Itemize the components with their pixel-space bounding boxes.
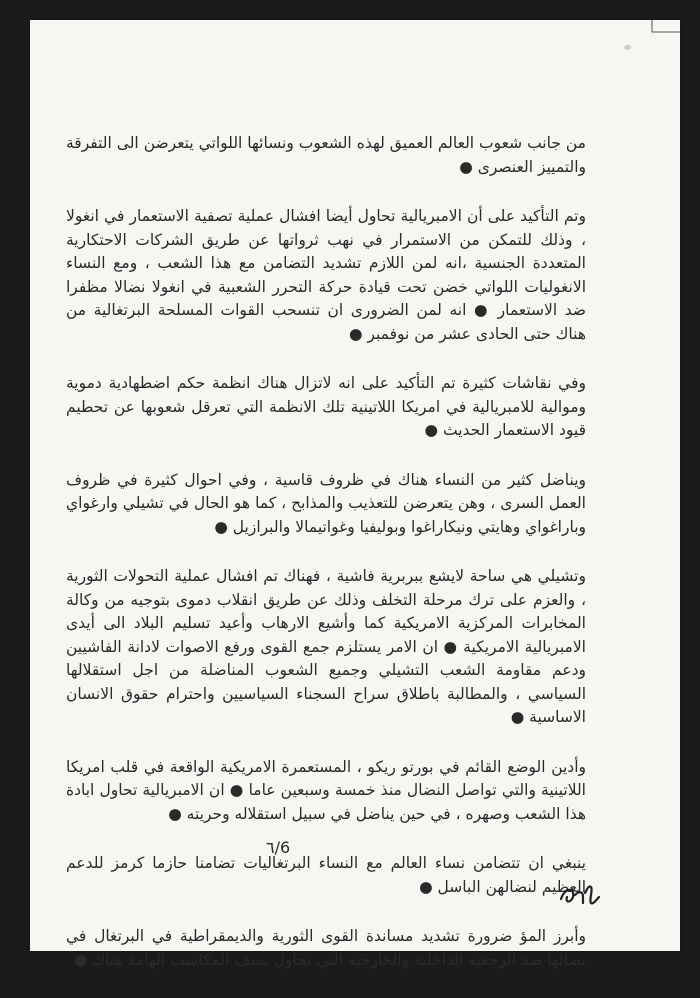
paragraph-4: ويناضل كثير من النساء هناك في ظروف قاسية ، وفي احوال كثيرة في ظروف العمل السرى ، وهن يتعرضن للتعذيب والمذابح ، كما هو الحال في تشيلي وارغواي وباراغواي وهايتي ونيكاراغوا وبوليفيا وغواتيمالا والبرازيل ● <box>66 470 586 536</box>
paragraph-1: من جانب شعوب العالم العميق لهذه الشعوب ونسائها اللواتي يتعرضن الى التفرقة والتمييز العنصرى ● <box>66 134 586 176</box>
handwritten-initials <box>555 873 603 913</box>
paragraph-6: وأدين الوضع القائم في بورتو ريكو ، المستعمرة الامريكية الواقعة في قلب امريكا اللاتينية والتي تواصل النضال منذ خمسة وسبعين عاما ● ان الامبريالية تحاول ابادة هذا الشعب وصهره ، في حين يناضل في سبيل استقلاله وحريته ● <box>66 757 586 823</box>
paragraph-7: ينبغي ان تتضامن نساء العالم مع النساء البرتغاليات تضامنا حازما كرمز للدعم العظيم لنضالهن الباسل ● <box>66 854 586 896</box>
paragraph-3: وفي نقاشات كثيرة تم التأكيد على انه لاتزال هناك انظمة حكم اضطهادية دموية وموالية للامبريالية في امريكا اللاتينية تلك الانظمة التي تعرقل شعوبها عن تحطيم قيود الاستعمار الحديث ● <box>66 374 586 439</box>
paragraph-5: وتشيلي هي ساحة لايشع ببربرية فاشية ، فهناك تم افشال عملية التحولات الثورية ، والعزم على ترك مرحلة التخلف وذلك عن طريق انقلاب دموى بتوجيه من وكالة المخابرات المركزية الامريكية كما وأشيع الارهاب وأعيد تسليم البلاد الى أيدى الامبريالية الامريكية ● ان الامر يستلزم جمع القوى ورفع الاصوات لادانة الفاشيين ودعم مقاومة الشعب التشيلي وجميع الشعوب المناضلة من اجل استقلالها السياسي ، والمطالبة باطلاق سراح السجناء السياسيين واحترام حقوق الانسان الاساسية ● <box>66 567 586 726</box>
document-body <box>66 132 586 998</box>
paragraph-8: وأبرز المؤ ضرورة تشديد مساندة القوى الثورية والديمقراطية في البرتغال في نضالها ضد الرجعية الداخلية والخارجية التي تحاول نسف المكاسب الهامة هناك ● <box>66 927 586 969</box>
paper-speck <box>624 45 631 50</box>
page-number: ٦/6 <box>266 838 291 857</box>
paragraph-2: وتم التأكيد على أن الامبريالية تحاول أيضا افشال عملية تصفية الاستعمار في انغولا ، وذلك للتمكن من الاستمرار في نهب ثرواتها عن طريق الشركات الاحتكارية المتعددة الجنسية ،انه لمن اللازم تشديد التضامن مع هذا الشعب ، ومع النساء الانغوليات اللواتي خضن تحت قيادة حركة التحرر الشعبية في انغولا نضالا مظفرا ضد الاستعمار ● انه لمن الضرورى ان تنسحب القوات المسلحة البرتغالية من هناك حتى الحادى عشر من نوفمبر ● <box>66 207 586 343</box>
